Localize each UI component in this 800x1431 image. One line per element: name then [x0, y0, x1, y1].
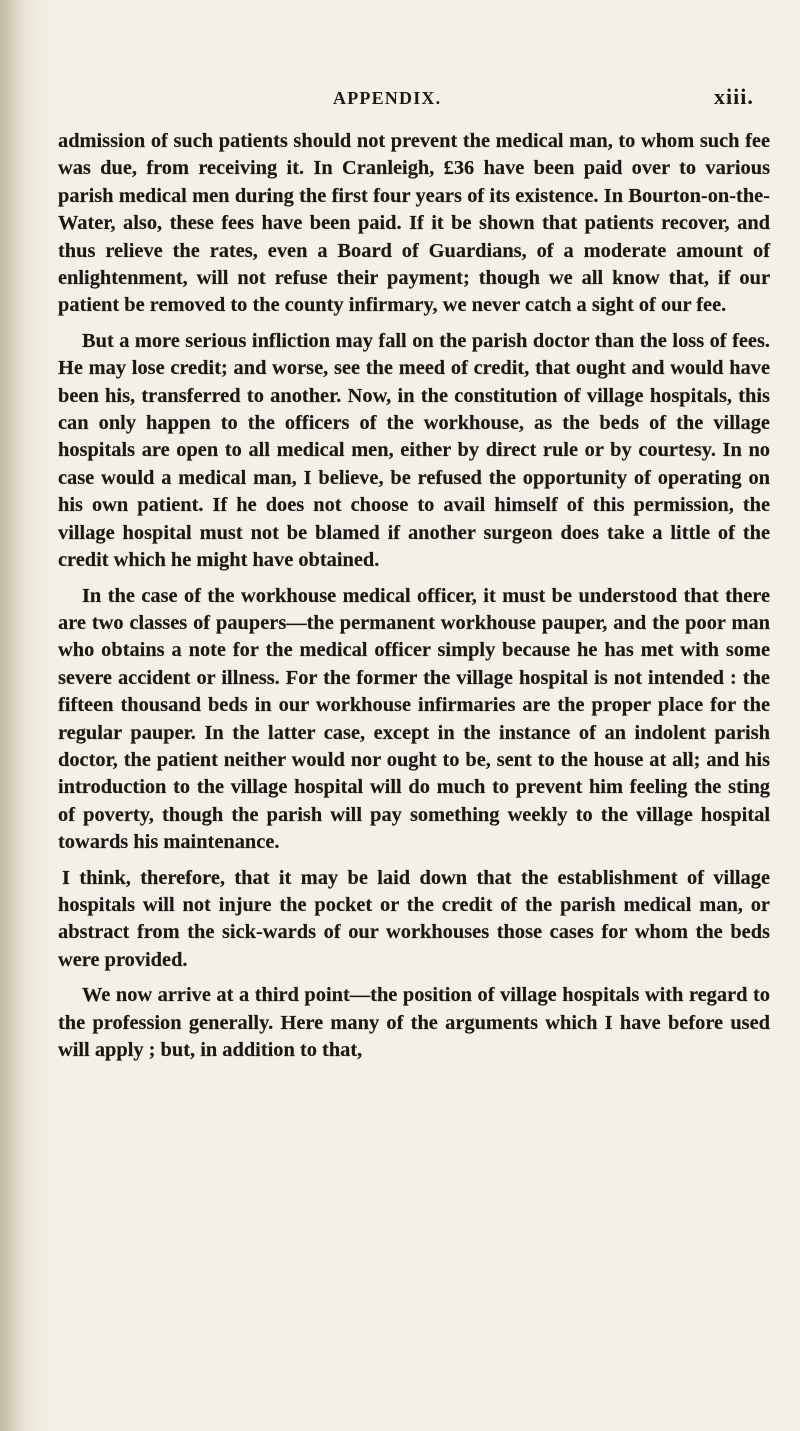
running-head [0, 84, 800, 112]
running-title: APPENDIX. [333, 88, 442, 108]
paragraph-4: I think, therefore, that it may be laid down that the establishment of village hospitals will not injure the pocket or the credit of the parish medical man, or abstract from the sick-wards of our workhouses those cases for whom the beds were provided. [58, 866, 770, 971]
paragraph-2: But a more serious infliction may fall on the parish doctor than the loss of fees. He may lose credit; and worse, see the meed of credit, that ought and would have been his, transferred to another. Now, in the constitution of village hospitals, this can only happen to the officers of the workhouse, as the beds of the village hospitals are open to all medical men, either by direct rule or by courtesy. In no case would a medical man, I believe, be refused the opportunity of operating on his own patient. If he does not choose to avail himself of this permission, the village hospital must not be blamed if another surgeon does take a little of the credit which he might have obtained. [58, 329, 770, 572]
page-number: xiii. [714, 84, 754, 109]
paragraph-5: We now arrive at a third point—the position of village hospitals with regard to the profession generally. Here many of the arguments which I have before used will apply ; but, in addition to that, [58, 984, 770, 1061]
paragraph-3: In the case of the workhouse medical officer, it must be understood that there are two classes of paupers—the permanent workhouse pauper, and the poor man who obtains a note for the medical officer simply because he has met with some severe accident or illness. For the former the village hospital is not intended : the fifteen thousand beds in our workhouse infirmaries are the proper place for the regular pauper. In the latter case, except in the instance of an indolent parish doctor, the patient neither would nor ought to be, sent to the house at all; and his introduction to the village hospital will do much to prevent him feeling the sting of poverty, though the parish will pay something weekly to the village hospital towards his maintenance. [58, 584, 770, 854]
body-text [58, 128, 770, 1072]
page-edge-shadow [0, 0, 40, 1431]
paragraph-1: admission of such patients should not prevent the medical man, to whom such fee was due, from receiving it. In Cranleigh, £36 have been paid over to various parish medical men during the first four years of its existence. In Bourton-on-the-Water, also, these fees have been paid. If it be shown that patients recover, and thus relieve the rates, even a Board of Guardians, of a moderate amount of enlightenment, will not refuse their payment; though we all know that, if our patient be removed to the county infirmary, we never catch a sight of our fee. [58, 130, 770, 317]
